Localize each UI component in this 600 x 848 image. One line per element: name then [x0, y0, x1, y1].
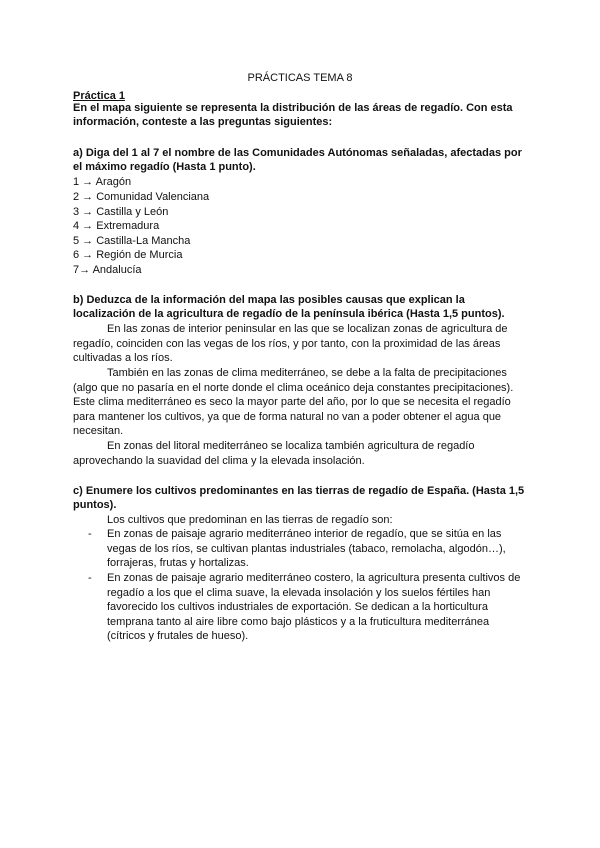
region-item: 3 → Castilla y León [73, 206, 169, 218]
bullet-2-line: (cítricos y frutales de hueso). [107, 630, 249, 642]
question-c-line: puntos). [73, 499, 117, 511]
bullet-2-line: En zonas de paisaje agrario mediterráneo costero, la agricultura presenta cultivos de [107, 572, 521, 584]
question-b-line: b) Deduzca de la información del mapa las posibles causas que explican la [73, 294, 465, 306]
bullet-1-line: En zonas de paisaje agrario mediterráneo interior de regadío, que se sitúa en las [107, 528, 502, 540]
region-item: 4 → Extremadura [73, 220, 160, 232]
bullet-2-line: temprana tanto al aire libre como bajo plásticos y a la fruticultura mediterránea [107, 616, 490, 628]
intro-line: información, conteste a las preguntas siguientes: [73, 116, 333, 128]
region-item: 7→ Andalucía [73, 264, 142, 276]
answer-b-line: necesitan. [73, 425, 124, 437]
practice-label: Práctica 1 [73, 90, 125, 102]
page-title: PRÁCTICAS TEMA 8 [247, 72, 353, 84]
region-item: 2 → Comunidad Valenciana [73, 191, 210, 203]
intro-line: En el mapa siguiente se representa la distribución de las áreas de regadío. Con esta [73, 102, 513, 114]
question-a-line: el máximo regadío (Hasta 1 punto). [73, 161, 256, 173]
region-item: 5 → Castilla-La Mancha [73, 235, 191, 247]
answer-b-line: También en las zonas de clima mediterráneo, se debe a la falta de precipitaciones [107, 367, 507, 379]
region-item: 1 → Aragón [73, 176, 132, 188]
answer-b-line: aprovechando la suavidad del clima y la elevada insolación. [73, 455, 365, 467]
answer-b-line: En zonas del litoral mediterráneo se localiza también agricultura de regadío [107, 440, 475, 452]
bullet-marker: - [88, 528, 92, 540]
answer-c-intro: Los cultivos que predominan en las tierras de regadío son: [107, 514, 393, 526]
bullet-1-line: forrajeras, frutas y hortalizas. [107, 557, 249, 569]
bullet-2-line: regadío a los que el clima suave, la elevada insolación y los suelos fértiles han [107, 587, 491, 599]
question-a-line: a) Diga del 1 al 7 el nombre de las Comunidades Autónomas señaladas, afectadas por [73, 147, 522, 159]
question-c-line: c) Enumere los cultivos predominantes en las tierras de regadío de España. (Hasta 1,5 [73, 485, 525, 497]
answer-b-line: En las zonas de interior peninsular en las que se localizan zonas de agricultura de [107, 323, 508, 335]
answer-b-line: Este clima mediterráneo es seco la mayor parte del año, por lo que se necesita el regadío [73, 396, 511, 408]
bullet-marker: - [88, 572, 92, 584]
bullet-2-line: favorecido los cultivos industriales de exportación. Se dedican a la horticultura [107, 601, 488, 613]
answer-b-line: cultivadas a los ríos. [73, 352, 173, 364]
answer-b-line: regadío, coinciden con las vegas de los ríos, y por tanto, con la proximidad de las áreas [73, 338, 501, 350]
bullet-1-line: vegas de los ríos, se cultivan plantas industriales (tabaco, remolacha, algodón…), [107, 543, 506, 555]
region-item: 6 → Región de Murcia [73, 249, 183, 261]
answer-b-line: (algo que no pasaría en el norte donde el clima oceánico deja constantes precipitaciones). [73, 382, 514, 394]
answer-b-line: para mantener los cultivos, ya que de forma natural no van a poder obtener el agua que [73, 411, 502, 423]
question-b-line: localización de la agricultura de regadío de la península ibérica (Hasta 1,5 puntos). [73, 308, 505, 320]
